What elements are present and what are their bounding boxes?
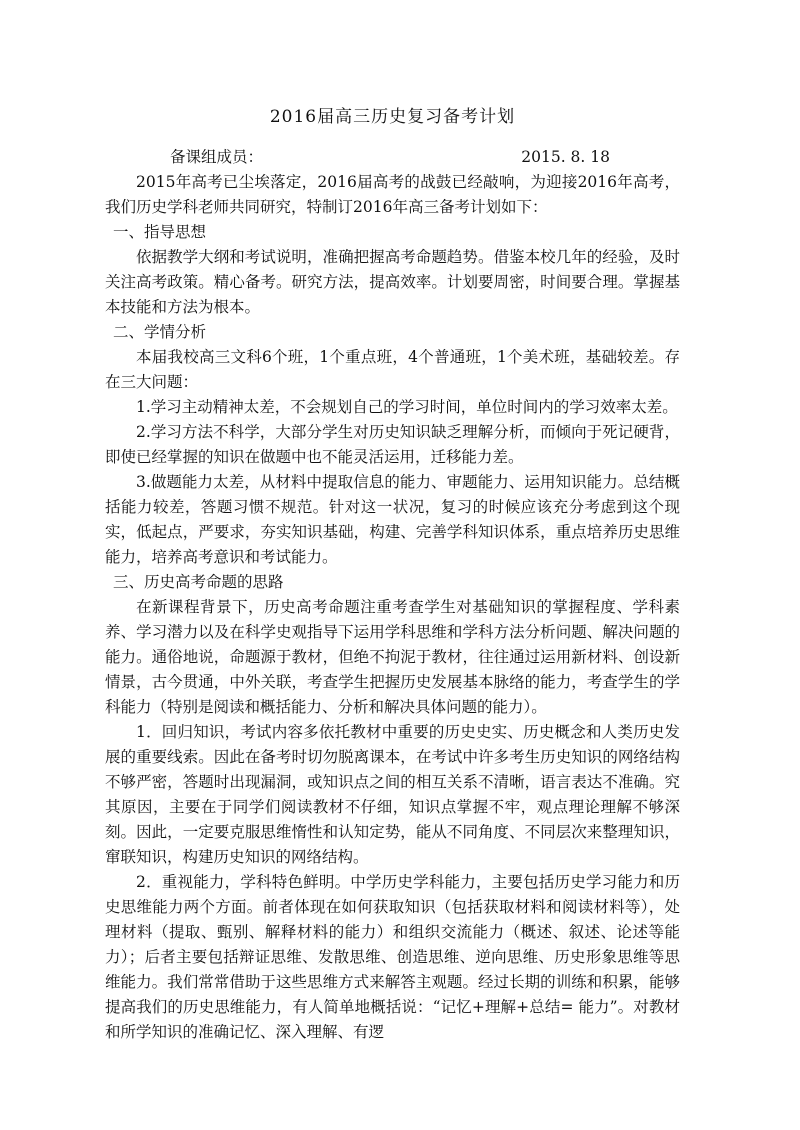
section-1-paragraph-1: 依据教学大纲和考试说明，准确把握高考命题趋势。借鉴本校几年的经验，及时关注高考政策。精心备考。研究方法，提高效率。计划要周密，时间要合理。掌握基本技能和方法为根本。 — [105, 248, 680, 316]
section-2-paragraph-4: 3.做题能力太差，从材料中提取信息的能力、审题能力、运用知识能力。总结概括能力较差，答题习惯不规范。针对这一状况，复习的时候应该充分考虑到这个现实，低起点，严要求，夯实知识基础，构建、完善学科知识体系，重点培养历史思维能力，培养高考意识和考试能力。 — [105, 473, 680, 566]
section-heading-2: 二、学情分析 — [113, 323, 207, 341]
document-body — [105, 104, 680, 1045]
section-2-paragraph-2: 1.学习主动精神太差，不会规划自己的学习时间，单位时间内的学习效率太差。 — [136, 398, 678, 416]
intro-paragraph: 2015年高考已尘埃落定，2016届高考的战鼓已经敲响，为迎接2016年高考，我们历史学科老师共同研究，特制订2016年高三备考计划如下： — [105, 173, 680, 216]
members-label: 备课组成员： — [170, 148, 264, 166]
section-3-paragraph-1: 在新课程背景下，历史高考命题注重考查学生对基础知识的掌握程度、学科素养、学习潜力以及在科学史观指导下运用学科思维和学科方法分析问题、解决问题的能力。通俗地说，命题源于教材，但绝不拘泥于教材，往往通过运用新材料、创设新情景，古今贯通，中外关联，考查学生把握历史发展基本脉络的能力，考查学生的学科能力（特别是阅读和概括能力、分析和解决具体问题的能力）。 — [105, 598, 680, 716]
section-3-paragraph-2: 1．回归知识，考试内容多依托教材中重要的历史史实、历史概念和人类历史发展的重要线索。因此在备考时切勿脱离课本，在考试中许多考生历史知识的网络结构不够严密，答题时出现漏洞，或知识点之间的相互关系不清晰，语言表达不准确。究其原因，主要在于同学们阅读教材不仔细，知识点掌握不牢，观点理论理解不够深刻。因此，一定要克服思维惰性和认知定势，能从不同角度、不同层次来整理知识，窜联知识，构建历史知识的网络结构。 — [105, 723, 680, 866]
section-heading-1: 一、指导思想 — [113, 223, 207, 241]
section-2-paragraph-1: 本届我校高三文科6个班，1个重点班，4个普通班，1个美术班，基础较差。存在三大问题： — [105, 348, 680, 391]
section-3-paragraph-3: 2．重视能力，学科特色鲜明。中学历史学科能力，主要包括历史学习能力和历史思维能力两个方面。前者体现在如何获取知识（包括获取材料和阅读材料等），处理材料（提取、甄别、解释材料的能力）和组织交流能力（概述、叙述、论述等能力）；后者主要包括辩证思维、发散思维、创造思维、逆向思维、历史形象思维等思维能力。我们常常借助于这些思维方式来解答主观题。经过长期的训练和积累，能够提高我们的历史思维能力，有人简单地概括说：“记忆+理解+总结= 能力”。对教材和所学知识的准确记忆、深入理解、有逻 — [105, 873, 680, 1041]
section-2-paragraph-3: 2.学习方法不科学，大部分学生对历史知识缺乏理解分析，而倾向于死记硬背，即使已经掌握的知识在做题中也不能灵活运用，迁移能力差。 — [105, 423, 680, 466]
document-title: 2016届高三历史复习备考计划 — [269, 107, 516, 127]
document-date: 2015. 8. 18 — [521, 148, 610, 166]
section-heading-3: 三、历史高考命题的思路 — [113, 573, 284, 591]
meta-row — [105, 145, 680, 170]
